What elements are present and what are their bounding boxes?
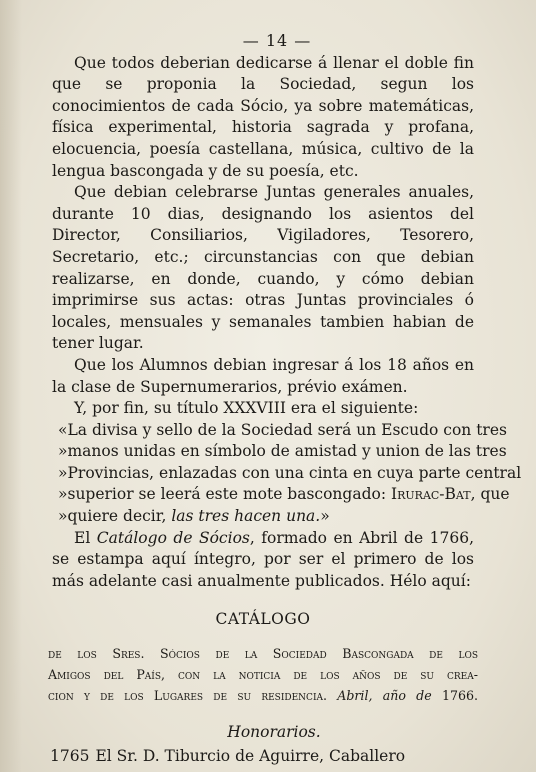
page-number: — 14 —: [242, 31, 312, 50]
subtitle-date: Abril, año de: [337, 688, 432, 704]
quote-line-5: [58, 506, 474, 528]
subtitle-line-2: Amigos del País, con la noticia de los años de su crea-: [48, 667, 478, 683]
quote-line-4-start: »superior se leerá este mote bascongado:: [58, 485, 391, 504]
entry-year: 1765: [50, 746, 90, 765]
paragraph-5-rest: , formado en Abril de 1766, se estampa aquí íntegro, por ser el primero de los más adelante casi anualmente publicados. Hélo aquí:: [52, 528, 475, 590]
paragraph-5: [52, 528, 474, 593]
catalog-reference: Catálogo de Sócios: [96, 528, 250, 547]
page-text: [48, 30, 522, 767]
paragraph-4: Y, por fin, su título XXXVIII era el siguiente:: [74, 399, 419, 418]
page-gutter-shadow: [0, 0, 22, 772]
quote-line-5-start: »quiere decir,: [58, 507, 172, 526]
catalog-subtitle: [48, 643, 478, 706]
paragraph-1: Que todos deberian dedicarse á llenar el doble fin que se proponia la Sociedad, segun los conocimientos de cada Sócio, ya sobre matemáticas, física experimental, historia sagrada y profana, elocuencia, poesía castellana, música, cultivo de la lengua bascongada y de su poesía, etc.: [52, 53, 474, 180]
paragraph-2: Que debian celebrarse Juntas generales anuales, durante 10 dias, designando los asientos del Director, Consiliarios, Vigiladores, Tesorero, Secretario, etc.; circunstancias con que debian realizarse, en donde, cuando, y cómo debian imprimirse sus actas: otras Juntas provinciales ó locales, mensuales y semanales tambien habian de tener lugar.: [52, 183, 474, 353]
subtitle-line-3: [48, 685, 478, 706]
section-heading: Honorarios.: [227, 723, 321, 742]
quote-line-2: »manos unidas en símbolo de amistad y union de las tres: [58, 442, 507, 461]
motto: Irurac-Bat: [390, 485, 471, 504]
quote-line-3: »Provincias, enlazadas con una cinta en cuya parte central: [58, 463, 522, 482]
quote-line-4-end: , que: [470, 485, 510, 504]
catalog-entry: [50, 746, 474, 768]
catalog-heading: CATÁLOGO: [215, 610, 311, 629]
subtitle-year: 1766.: [431, 688, 478, 704]
quote-line-4: [58, 484, 510, 506]
subtitle-line-3-start: cion y de los Lugares de su residencia.: [48, 688, 338, 704]
motto-translation: las tres hacen una.: [171, 507, 321, 526]
quote-line-1: «La divisa y sello de la Sociedad será un Escudo con tres: [58, 420, 507, 439]
paragraph-3: Que los Alumnos debian ingresar á los 18 años en la clase de Supernumerarios, prévio exámen.: [52, 355, 474, 396]
subtitle-line-1: de los Sres. Sócios de la Sociedad Bascongada de los: [48, 646, 478, 662]
entry-text: El Sr. D. Tiburcio de Aguirre, Caballero: [95, 746, 406, 765]
quote-line-5-end: »: [320, 507, 330, 526]
paragraph-5-start: El: [74, 528, 97, 547]
quotation: [52, 420, 522, 528]
